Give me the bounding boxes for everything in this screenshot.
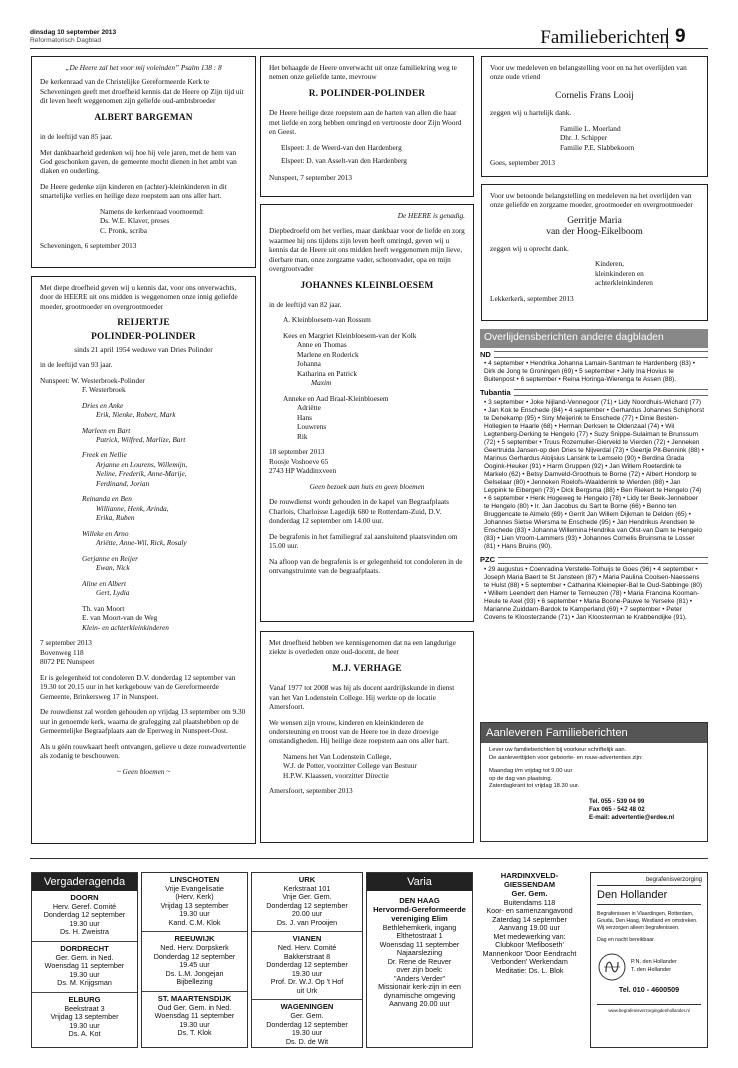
notice-paragraph: De begrafenis in het familiegraf zal aansluitend plaatsvinden om 15.00 uur. [269, 531, 458, 551]
grandchildren-line: Willianne, Henk, Arinda, [96, 503, 169, 513]
funeral-home-phone: Tel. 010 - 4600509 [618, 985, 680, 994]
relatives-line: Kees en Margriet Kleinbloesem-van der Kolk [283, 330, 417, 340]
agenda-line: 20.00 uur [291, 909, 323, 919]
notice-eikelboom [481, 184, 708, 321]
notice-paragraph: Met dankbaarheid gedenken wij hoe hij vele jaren, met de hem van God geschonken gaven, de gemeente mocht dienen in het ambt van diaken en ouderling. [40, 147, 237, 176]
source-rule [494, 351, 708, 358]
page-header-meta [30, 29, 116, 44]
varia-header: Varia [367, 873, 472, 891]
ad-heading: vereniging Elim [391, 913, 448, 923]
relatives-line: F. Westerbroek [82, 385, 126, 395]
notice-paragraph: Er is gelegenheid tot condoleren D.V. donderdag 12 september van 19.30 tot 20.15 uur in het kerkgebouw van de Gereformeerde Gemeente, Brinkersweg 17 in Nunspeet. [40, 672, 236, 701]
notice-age: in de leeftijd van 93 jaar. [40, 360, 113, 370]
agenda-place: DORDRECHT [60, 943, 109, 953]
child-couple: Marleen en Bart [82, 425, 131, 435]
submission-header: Aanleveren Familieberichten [481, 723, 707, 743]
owner-name: T. den Hollander [631, 967, 672, 973]
ad-line: Aanvang 20.00 uur [389, 999, 450, 1009]
meeting-agenda-col3 [251, 872, 363, 1048]
obituaries-sources [480, 350, 708, 624]
relatives-line: E. van Moort-van de Weg [82, 613, 158, 623]
agenda-line: Ned. Herv. Dorpskerk [160, 943, 229, 953]
notice-paragraph: De rouwdienst zal worden gehouden op vrijdag 13 september om 9.30 uur in genoemde kerk, waarna de grafegging zal plaatshebben op de Gemeentelijke Begraafplaats aan de Eperweg in Nunspeet-Oost. [40, 707, 246, 736]
agenda-place: VIANEN [292, 934, 322, 944]
agenda-place: LINSCHOTEN [169, 875, 220, 884]
agenda-line: 19.30 uur [291, 968, 323, 978]
source-entries: • 29 augustus • Coenradina Verstelle-Tolhuijs te Goes (96) • 4 september • Joseph Maria Baert te St Jansteen (87) • Maria Paulina Coolsen-Naessens te Hulst (88) • 5 september • Catharina Kleinepier-Bal te Oud-Sabbinge (80) • Willem Leendert den Hamer te Terneuzen (78) • Maria Francina Kooman-Heule te Axel (93) • 6 september • Maria Boone-Pauwe te Yerseke (81) • Marianne Zuiddam-Bardok te Kamperland (69) • 7 september • Peter Covens te Kloosterzande (71) • Jan Kloosterman te Krabbendijke (91). [484, 565, 703, 621]
relatives-group [82, 554, 247, 573]
notice-date: 7 september 2013 [40, 638, 92, 648]
deceased-name: van der Hoog-Eikelboom [546, 226, 643, 237]
ad-line: Najaarsleziing [396, 948, 443, 958]
deceased-name: Gerritje Maria [567, 215, 622, 226]
agenda-line: 19.30 uur [69, 918, 100, 928]
signature-line: Namens de kerkenraad voornoemd: [100, 206, 204, 216]
source-label [480, 388, 708, 397]
ad-line: "Anders Verder" [393, 973, 446, 983]
deceased-name: ALBERT BARGEMAN [94, 112, 193, 123]
agenda-line: Ds. L.M. Jongejan [165, 968, 224, 978]
agenda-line: Ds. M. Krijgsman [57, 978, 112, 988]
notice-paragraph: De rouwdienst wordt gehouden in de kapel van Begraafplaats Charlois, Charloisse Lagedijk 680 te Rotterdam-Zuid, D.V. donderdag 12 september om 14.00 uur. [269, 497, 449, 526]
signature-line: Ds. W.E. Klaver, preses [100, 216, 170, 226]
notice-date: 18 september 2013 [269, 447, 325, 457]
agenda-entry [252, 873, 362, 931]
agenda-entry [32, 992, 137, 1043]
notice-intro: De kerkenraad van de Christelijke Gereformeerde Kerk te Scheveningen geeft met droefheid kennis dat de Heere op Zijn tijd uit dit leven heeft weggenomen zijn geliefde oud-ambtsbroeder [40, 77, 244, 106]
deceased-name: JOHANNES KLEINBLOESEM [300, 280, 434, 291]
ad-line: Clubkoor 'Mefiboseth' [495, 940, 564, 950]
ad-line: Zaterdag 14 september [492, 914, 567, 924]
agenda-line: 19.45 uur [179, 960, 210, 970]
notice-paragraph: Na afloop van de begrafenis is er gelegenheid tot condoleren in de ontvangstruimte van de begraafplaats. [269, 556, 463, 576]
relatives-group [82, 450, 247, 488]
varia-box [366, 872, 473, 1048]
family-line: Dhr. J. Schipper [560, 133, 608, 143]
submission-line: Lever uw familieberichten bij voorkeur schriftelijk aan. [489, 747, 627, 753]
notice-kleinbloesem [260, 204, 474, 622]
notice-intro: Met diepe droefheid geven wij u kennis dat, voor ons onverwachts, door de HEERE uit ons midden is weggenomen onze innig geliefde moeder, grootmoeder en overgrootmoeder [40, 283, 238, 311]
agenda-line: (Herv. Kerk) [175, 892, 214, 902]
ad-line: Met medewerking van: [493, 931, 566, 941]
ad-line: dynamische omgeving [383, 990, 456, 1000]
deceased-name: R. POLINDER-POLINDER [308, 88, 426, 99]
agenda-place: ELBURG [68, 994, 101, 1004]
grandchild: Anne en Thomas [297, 340, 347, 350]
submission-line: Maandag t/m vrijdag tot 9.00 uur [489, 768, 573, 775]
relatives-line: Elspeet: J. de Weerd-van den Hardenberg [281, 142, 402, 152]
agenda-line: Ned. Herv. Comité [277, 943, 337, 953]
source-entries: • 3 september • Joke Nijland-Vennegoor (71) • Lidy Noordhuis-Wichard (77) • Jan Kok te Enschede (84) • 4 september • Gerhardus Johannes Schiphorst te Denekamp (95) • Siny Meijerink te Enschede (77) • Dinie Besten-Hollegien te Haarle (68) • Herman Derksen te Oldenzaal (74) • Wil Legtenberg-Derking te Hengelo (77) • Suzy Snippe-Sulaiman te Brunssum (72) • 5 september • Truus Rozemuller-Gierveld te Vierden (72) • Jenneken Geertruida Jansen-op den Dries te Nijverdal (73) • Geertje Pit-Bennink (88) • Marinus Gerhardus Aloijsius Lansink te Lemselo (90) • Berdina Grada Oogink-Heuker (91) • Harm Gruppen (92) • Jan Willem Roeterdink te Markelo (62) • Betsy Damveld-Groothuis te Borne (72) • Albert Hondorp te Gelselaar (80) • Jenneken Roelofs-Waalderink te Wierden (88) • Jan Leppink te Eibergen (73) • Dick Bergsma (88) • Ben Riekert te Hengelo (74) • 6 september • Henk Hogeweg te Hengelo (78) • Lidy ter Beek-Jenneboer te Hengelo (80) • Ir. Jan Jacobus du Sart te Borne (66) • Benno ten Bruggencate te Almelo (69) • Gerrit Jan Willem Dijkman te Delden (65) • Johannes Sietse Wiersma te Enschede (95) • Jan Hendrikus Arendsen te Enschede (83) • Johanna Willemina Hendrika van Olst-van Dam te Hengelo (83) • Lien Vroom-Lammers (93) • Johannes Cornelis Bruinsma te Losser (81) • Hans Bruins (90). [484, 398, 705, 551]
agenda-line: 19.30 uur [69, 969, 100, 979]
signature-line: H.P.W. Klaassen, voorzitter Directie [283, 770, 389, 780]
agenda-line: Bijbellezing [176, 977, 213, 987]
grandchildren-line: Gert, Lydia [96, 588, 130, 598]
notice-verhage [260, 631, 474, 843]
agenda-line: Kand. C.M. Klok [168, 917, 221, 927]
agenda-entry [252, 999, 362, 1048]
agenda-line: Donderdag 12 september [153, 951, 236, 961]
ad-line: Elthetostraat 1 [396, 931, 443, 941]
ad-line: over zijn boek: [396, 965, 443, 975]
agenda-line: 19.30 uur [291, 1028, 323, 1038]
header-rule [30, 48, 708, 49]
great-grandchild: Maxim [311, 378, 332, 388]
ad-line: Aanvang 19.00 uur [499, 923, 560, 933]
agenda-line: Bakkerstraat 8 [283, 951, 331, 961]
funeral-home-url[interactable]: www.begrafenisverzorgingdenhollander.nl [597, 1004, 701, 1013]
notice-footer: Goes, september 2013 [490, 158, 556, 168]
relatives-group [82, 401, 247, 420]
grandchildren-line: Patrick, Wilfred, Marlize, Bart [96, 435, 186, 444]
child-couple: Reinanda en Ben [82, 494, 132, 504]
funeral-home-name: Den Hollander [597, 889, 668, 901]
notice-intro: Voor uw medeleven en belangstelling voor en na het overlijden van onze oude vriend [490, 63, 687, 82]
notice-looij [481, 56, 708, 177]
family-line: Kinderen, [595, 259, 624, 269]
relatives-group [82, 494, 247, 522]
address-line: Roosje Voshoeve 65 [269, 456, 329, 466]
source-name: ND [480, 349, 491, 359]
deceased-name: Cornelis Frans Looij [555, 90, 634, 101]
family-line: achterkleinkinderen [595, 278, 653, 288]
agenda-line: Ger. Gem. [290, 1011, 324, 1021]
agenda-line: Vrijdag 13 september [50, 1012, 119, 1022]
agenda-line: Herv. Geref. Comité [52, 901, 117, 911]
agenda-line: Ger. Gem. in Ned. [55, 952, 114, 962]
notice-motto: De HEERE is genadig. [397, 211, 465, 220]
notice-footer: Nunspeet, 7 september 2013 [269, 173, 353, 183]
signature-line: W.J. de Potter, voorzitter College van Bestuur [283, 761, 417, 771]
grandchild: Johanna [297, 359, 321, 369]
grandchildren-line: Neline, Frederik, Anne-Marije, [96, 469, 187, 479]
thanks-line: zeggen wij u hartelijk dank. [490, 108, 572, 118]
notice-since: sinds 21 april 1954 weduwe van Dries Polinder [74, 344, 213, 354]
agenda-entry [32, 891, 137, 941]
agenda-line: Ds. T. Klok [177, 1028, 212, 1038]
deceased-name: REIJERTJE [117, 318, 170, 329]
source-name: Tubantia [480, 388, 511, 398]
ad-line: Bethlehemkerk, ingang [382, 922, 457, 932]
source-label [480, 555, 708, 564]
relatives-group [82, 426, 247, 445]
relatives-line: Anneke en Aad Braal-Kleinbloesem [283, 393, 389, 403]
grandchild: Marlene en Roderick [297, 349, 359, 359]
notice-footer: Amersfoort, september 2013 [269, 786, 353, 796]
child-couple: Willeke en Arno [82, 528, 129, 538]
family-line: Familie L. Moerland [560, 123, 621, 133]
fax-number: Fax 065 - 542 48 02 [589, 805, 645, 813]
relatives-group [82, 529, 247, 548]
ad-heading: Hervormd-Gereformeerde [373, 904, 466, 914]
agenda-line: 19.30 uur [69, 1020, 100, 1030]
relatives-line: Nunspeet: W. Westerbroek-Polinder [40, 375, 145, 385]
relatives-groups [40, 401, 247, 598]
agenda-place: URK [298, 875, 316, 884]
phone-number: Tel. 055 - 539 04 99 [589, 797, 645, 805]
ad-heading: DEN HAAG [399, 896, 440, 905]
notice-reijertje [31, 276, 256, 844]
notice-intro: Voor uw betoonde belangstelling en medeleven na het overlijden van onze geliefde en zorgzame moeder, grootmoeder en overgrootmoeder [490, 191, 693, 210]
notice-footer: Lekkerkerk, september 2013 [490, 293, 574, 303]
ad-line: Koor- en samenzangavond [486, 906, 573, 916]
funeral-home-tag: begrafenisverzorging [645, 877, 702, 883]
notice-intro: Het behaagde de Heere onverwacht uit onze familiekring weg te nemen onze geliefde tante, mevrouw [269, 63, 457, 82]
source-name: PZC [480, 555, 495, 565]
notice-motto: „De Heere zal het voor mij voleinden” Psalm 138 : 8 [65, 63, 222, 72]
meeting-agenda-col2 [141, 872, 248, 1048]
ad-line: Dr. Rene de Reuver [387, 956, 452, 966]
source-entries: • 4 september • Hendrika Johanna Lamain-Santman te Hardenberg (83) • Dirk de Jong te Groningen (69) • 5 september • Jelly Ina Hovius te Buitenpost • 6 september • Reina Horinga-Wierenga te Assen (88). [484, 360, 695, 384]
agenda-line: Ds. J. van Prooijen [276, 917, 338, 927]
submission-line: Zaterdagkrant tot vrijdag 18.30 uur. [489, 783, 580, 790]
agenda-line: 19.30 uur [179, 909, 210, 919]
address-line: 2743 HP Waddinxveen [269, 466, 337, 476]
header-divider [667, 28, 668, 48]
agenda-line: Woensdag 11 september [44, 961, 125, 971]
child-couple: Aline en Albert [82, 578, 127, 588]
agenda-line: Donderdag 12 september [43, 910, 126, 920]
agenda-entry [142, 873, 247, 931]
notice-age: in de leeftijd van 82 jaar. [269, 299, 342, 309]
grandchild: Hans [297, 412, 312, 422]
thanks-line: zeggen wij u oprecht dank. [490, 243, 569, 253]
owner-name: P.N. den Hollander [631, 959, 677, 966]
agenda-line: Beekstraat 3 [64, 1003, 105, 1013]
agenda-place: WAGENINGEN [280, 1002, 334, 1012]
submission-info [480, 722, 708, 842]
relatives-line: Klein- en achterkleinkinderen [82, 622, 169, 632]
notice-intro: Met droefheid hebben we kennisgenomen dat na een langdurige ziekte is overleden onze oud-docent, de heer [269, 638, 456, 657]
grandchildren-line: Ariëtte, Anne-Wil, Rick, Rosaly [96, 538, 187, 548]
agenda-line: Donderdag 12 september [266, 1019, 348, 1029]
address-line: 8072 PE Nunspeet [40, 657, 95, 667]
deceased-name: M.J. VERHAGE [332, 663, 402, 674]
source-rule [514, 389, 708, 396]
signature-line: Namens het Van Lodenstein College, [283, 751, 392, 761]
notice-paragraph: We wensen zijn vrouw, kinderen en kleinkinderen de ondersteuning en troost van de Heere toe in deze droevige omstandigheden. Hij heilige deze roepstem aan ons aller hart. [269, 717, 449, 746]
ad-heading: GIESSENDAM [503, 879, 556, 889]
relatives-line: Th. van Moort [82, 603, 125, 613]
notice-paragraph: De Heere gedenke zijn kinderen en (achter)-kleinkinderen in dit smartelijke verlies en heilige deze roepstem aan ons aller hart. [40, 181, 227, 201]
grandchild: Rik [297, 431, 308, 441]
notice-paragraph: Vanaf 1977 tot 2008 was hij als docent aardrijkskunde in dienst van het Van Lodenstein College. Hij werkte op de locatie Amersfoort. [269, 683, 455, 712]
relatives-line: Elspeet: D. van Asselt-van den Hardenberg [281, 155, 407, 165]
grandchildren-line: Arjanne en Lourens, Willemijn, [96, 459, 188, 469]
agenda-line: Ds. D. de Wit [285, 1036, 329, 1046]
agenda-header: Vergaderagenda [32, 873, 137, 891]
agenda-line: Ds. A. Kot [68, 1029, 101, 1039]
notice-note: ~ Geen bloemen ~ [116, 766, 171, 776]
signature-line: C. Pronk, scriba [100, 225, 148, 235]
ad-line: Verbonden' Werkendam [491, 957, 568, 967]
agenda-entry [252, 931, 362, 999]
deceased-name: POLINDER-POLINDER [91, 331, 196, 342]
agenda-line: Prof. Dr. W.J. Op 't Hof [270, 977, 344, 987]
child-couple: Dries en Anke [82, 400, 124, 410]
relatives-group [82, 579, 247, 598]
grandchildren-line: Erik, Nienke, Robert, Mark [96, 410, 176, 420]
section-title: Familieberichten [540, 27, 669, 48]
ads-rule [30, 858, 708, 859]
other-papers-obituaries [480, 329, 708, 732]
agenda-line: Ds. H. Zweistra [59, 927, 110, 937]
address-line: Bovenweg 118 [40, 647, 84, 657]
meeting-agenda [31, 872, 138, 1048]
page-number: 9 [675, 26, 686, 47]
grandchild: Louwrens [297, 422, 327, 432]
agenda-place: DOORN [70, 893, 99, 902]
agenda-entry [32, 941, 137, 992]
agenda-entry [142, 991, 247, 1042]
family-line: kleinkinderen en [595, 268, 644, 278]
ad-heading: Ger. Gem. [511, 888, 548, 898]
ad-line: Woensdag 11 september [379, 939, 460, 949]
grandchildren-line: Ewan, Nick [96, 563, 130, 573]
notice-age: in de leeftijd van 85 jaar. [40, 132, 113, 142]
notice-paragraph: De Heere heilige deze roepstem aan de harten van allen die haar met liefde en zorg hebben omringd en vertrooste door Zijn Woord en Geest. [269, 108, 462, 137]
hardinxveld-box [476, 872, 583, 1048]
family-line: Familie P.E. Slabbekoorn [560, 142, 635, 152]
newspaper-name: Reformatorisch Dagblad [30, 36, 102, 44]
source-label [480, 350, 708, 359]
agenda-entry [142, 931, 247, 990]
notice-note: Geen bezoek aan huis en geen bloemen [309, 481, 425, 491]
funeral-home-text: Dag en nacht bereikbaar. [597, 937, 655, 944]
funeral-home-text: Wij verzorgen alleen begrafenissen. [597, 924, 680, 931]
child-couple: Freek en Nellie [82, 450, 127, 460]
grandchild: Katharina en Patrick [297, 368, 357, 378]
agenda-line: Vrijdag 13 september [160, 900, 229, 910]
agenda-line: Vrije Evangelisatie [165, 883, 224, 893]
notice-intro: Diepbedroefd om het verlies, maar dankbaar voor de liefde en zorg waarmee hij ons tijdens zijn leven heeft omringd, geven wij u kennis dat de Heere uit ons midden heeft weggenomen mijn lieve, dierbare man, onze zorgzame vader, schoonvader, opa en mijn overgrootvader [269, 226, 465, 274]
notice-footer: Scheveningen, 6 september 2013 [40, 241, 137, 251]
grandchildren-line: Erika, Ruben [96, 513, 135, 523]
ad-heading: HARDINXVELD- [500, 872, 559, 880]
email-address[interactable]: E-mail: advertentie@erdee.nl [589, 813, 675, 821]
grandchild: Adriëtte [297, 403, 321, 413]
submission-line: op de dag van plaatsing. [489, 775, 553, 782]
submission-line: De aanleverttijden voor geboorte- en rouw-advertenties zijn: [489, 754, 643, 761]
grandchildren-line: Ferdinand, Jorian [96, 478, 150, 488]
ad-line: Buitendams 118 [503, 897, 556, 907]
agenda-line: Donderdag 12 september [266, 900, 348, 910]
ad-line: Missionair kerk-zijn in een [378, 982, 461, 992]
notice-bargeman [31, 56, 256, 268]
funeral-home-logo [597, 952, 627, 982]
funeral-home-ad [590, 872, 708, 1048]
source-rule [498, 557, 708, 564]
agenda-place: REEUWIJK [174, 934, 215, 944]
agenda-line: uit Urk [296, 985, 318, 995]
agenda-line: Donderdag 12 september [266, 960, 348, 970]
ad-line: Mannenkoor 'Door Eendracht [482, 948, 577, 958]
agenda-place: ST. MAARTENSDIJK [157, 993, 232, 1003]
child-couple: Gerjanne en Reijer [82, 553, 138, 563]
agenda-line: Oud Ger. Gem. in Ned. [157, 1002, 232, 1012]
notice-paragraph: Als u géén rouwkaart heeft ontvangen, gelieve u deze rouwadvertentie als zodanig te beschouwen. [40, 741, 246, 761]
obituaries-header: Overlijdensberichten andere dagbladen [480, 329, 708, 348]
funeral-home-text: Begrafenissen in Vlaardingen, Rotterdam, Gouda, Den Haag, Westland en omstreken. [597, 911, 698, 924]
agenda-line: 19.30 uur [179, 1019, 210, 1029]
notice-polinder-r [260, 56, 474, 197]
issue-date: dinsdag 10 september 2013 [30, 29, 117, 36]
agenda-line: Kerkstraat 101 [283, 883, 331, 893]
relatives-line: A. Kleinbloesem-van Rossum [283, 315, 371, 325]
agenda-line: Woensdag 11 september [154, 1011, 235, 1021]
agenda-line: Vrije Ger. Gem. [282, 892, 332, 902]
ad-line: Meditatie: Ds. L. Blok [495, 965, 564, 975]
